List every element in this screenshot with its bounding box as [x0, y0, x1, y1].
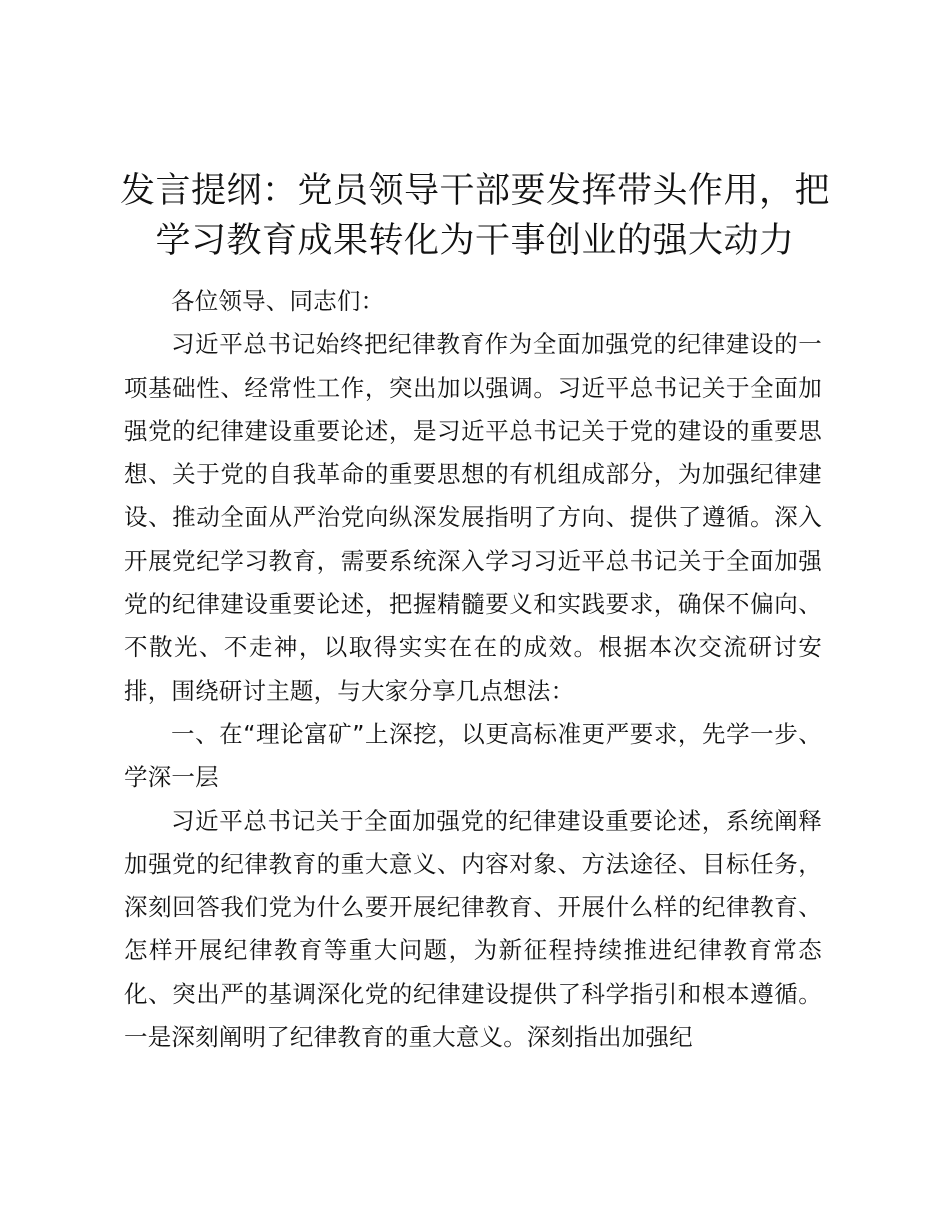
- section-heading: 一、在“理论富矿”上深挖，以更高标准更严要求，先学一步、学深一层: [124, 719, 822, 792]
- body-paragraph: 习近平总书记始终把纪律教育作为全面加强党的纪律建设的一项基础性、经常性工作，突出加以强调。习近平总书记关于全面加强党的纪律建设重要论述，是习近平总书记关于党的建设的重要思想、关于党的自我革命的重要思想的有机组成部分，为加强纪律建设、推动全面从严治党向纵深发展指明了方向、提供了遵循。深入开展党纪学习教育，需要系统深入学习习近平总书记关于全面加强党的纪律建设重要论述，把握精髓要义和实践要求，确保不偏向、不散光、不走神，以取得实实在在的成效。根据本次交流研讨安排，围绕研讨主题，与大家分享几点想法：: [124, 330, 822, 705]
- body-paragraph: 习近平总书记关于全面加强党的纪律建设重要论述，系统阐释加强党的纪律教育的重大意义、内容对象、方法途径、目标任务，深刻回答我们党为什么要开展纪律教育、开展什么样的纪律教育、怎样开展纪律教育等重大问题，为新征程持续推进纪律教育常态化、突出严的基调深化党的纪律建设提供了科学指引和根本遵循。一是深刻阐明了纪律教育的重大意义。深刻指出加强纪: [124, 806, 822, 1052]
- document-title: 发言提纲：党员领导干部要发挥带头作用，把学习教育成果转化为干事创业的强大动力: [119, 171, 830, 261]
- document-body: [124, 280, 822, 1059]
- salutation: 各位领导、同志们：: [171, 287, 385, 315]
